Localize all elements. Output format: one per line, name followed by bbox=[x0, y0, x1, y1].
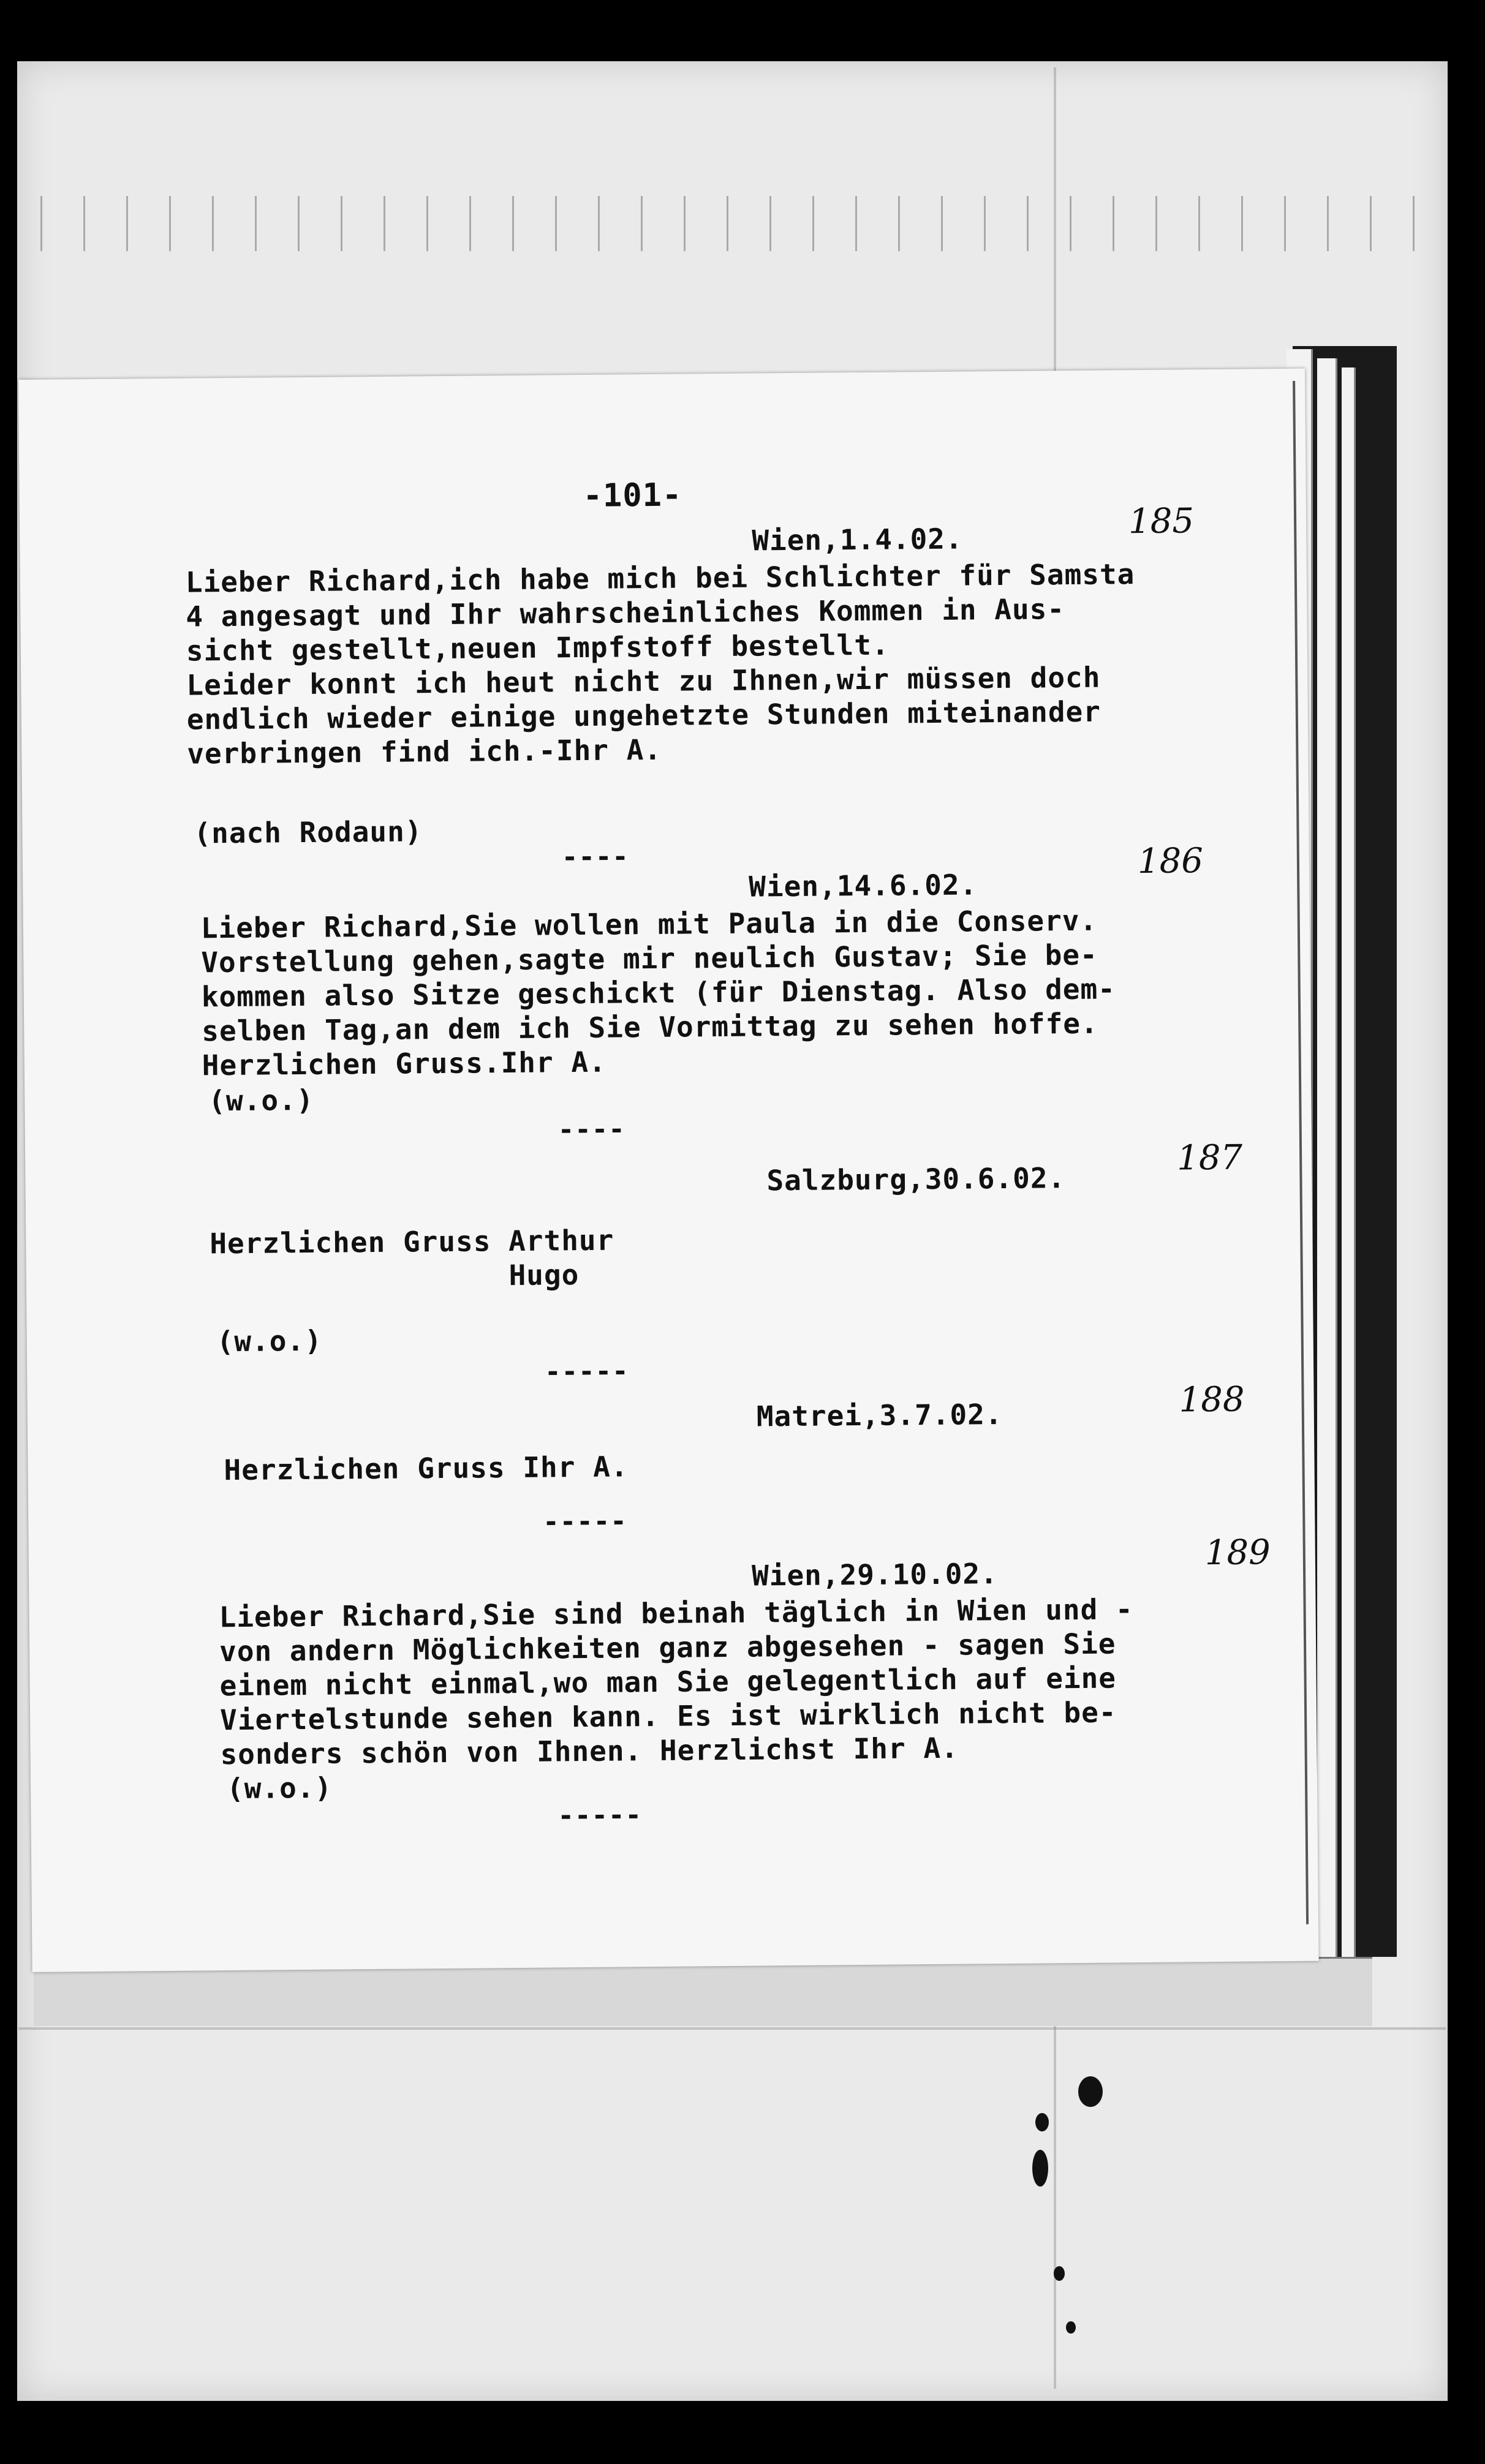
letter-place-date: Wien,1.4.02. bbox=[752, 522, 963, 557]
letter-body-line: endlich wieder einige ungehetzte Stunden miteinander bbox=[186, 695, 1101, 736]
perforation-strip bbox=[17, 196, 1448, 251]
letter-separator: ---- bbox=[557, 1113, 625, 1146]
letter-body-line: Lieber Richard,Sie wollen mit Paula in die Conserv. bbox=[200, 903, 1098, 945]
archive-number: 185 bbox=[1128, 501, 1195, 542]
letter-separator: ----- bbox=[543, 1505, 627, 1538]
letter-place-date: Salzburg,30.6.02. bbox=[766, 1161, 1066, 1197]
letter-body-line: 4 angesagt und Ihr wahrscheinliches Kommen in Aus- bbox=[186, 592, 1065, 633]
letter-body-line: einem nicht einmal,wo man Sie gelegentlich auf eine bbox=[219, 1661, 1117, 1703]
letter-place-date: Matrei,3.7.02. bbox=[756, 1398, 1003, 1433]
page-right-rule bbox=[1293, 381, 1309, 1924]
letter-note: (w.o.) bbox=[216, 1324, 323, 1358]
letter-body-line: sicht gestellt,neuen Impfstoff bestellt. bbox=[186, 628, 890, 668]
letter-body-line: Lieber Richard,Sie sind beinah täglich in Wien und - bbox=[219, 1592, 1133, 1634]
letter-note: (w.o.) bbox=[208, 1083, 314, 1118]
archive-number: 187 bbox=[1176, 1137, 1243, 1178]
ink-stain bbox=[1066, 2321, 1076, 2334]
ink-stain bbox=[1054, 2266, 1065, 2281]
page-stack-edge bbox=[1317, 358, 1337, 1963]
letter-body-line: kommen also Sitze geschickt (für Dienstag. Also dem- bbox=[201, 972, 1116, 1014]
archive-number: 188 bbox=[1179, 1379, 1245, 1420]
archive-number: 189 bbox=[1204, 1532, 1271, 1573]
letter-body-line: von andern Möglichkeiten ganz abgesehen - sagen Sie bbox=[219, 1627, 1116, 1668]
letter-place-date: Wien,29.10.02. bbox=[751, 1557, 999, 1592]
letter-body-line: selben Tag,an dem ich Sie Vormittag zu sehen hoffe. bbox=[202, 1006, 1098, 1048]
letter-body-line: Herzlichen Gruss.Ihr A. bbox=[202, 1045, 606, 1082]
letter-note: (w.o.) bbox=[226, 1771, 333, 1806]
letter-separator: ---- bbox=[561, 841, 630, 873]
typed-page bbox=[18, 369, 1319, 1972]
letter-body-line: Lieber Richard,ich habe mich bei Schlichter für Samsta bbox=[185, 557, 1135, 599]
letter-separator: ----- bbox=[557, 1799, 643, 1832]
letter-place-date: Wien,14.6.02. bbox=[749, 868, 978, 903]
letter-body-line: Herzlichen Gruss Arthur bbox=[210, 1223, 614, 1260]
letter-note: (nach Rodaun) bbox=[194, 815, 423, 850]
letter-body-line: Hugo bbox=[210, 1258, 580, 1295]
letter-body-line: verbringen find ich.-Ihr A. bbox=[187, 733, 662, 770]
ink-stain bbox=[1032, 2150, 1048, 2187]
letter-body-line: Vorstellung gehen,sagte mir neulich Gustav; Sie be- bbox=[201, 938, 1098, 979]
page-number: -101- bbox=[583, 477, 682, 514]
letter-body-line: Leider konnt ich heut nicht zu Ihnen,wir müssen doch bbox=[186, 660, 1101, 702]
horizontal-fold-line bbox=[18, 2027, 1446, 2030]
letter-body-line: sonders schön von Ihnen. Herzlichst Ihr A. bbox=[220, 1731, 959, 1771]
archive-number: 186 bbox=[1137, 841, 1204, 882]
letter-separator: ----- bbox=[544, 1355, 629, 1388]
ink-stain bbox=[1078, 2076, 1103, 2107]
page-stack-edge bbox=[1342, 367, 1356, 1966]
ink-stain bbox=[1035, 2113, 1049, 2131]
letter-body-line: Viertelstunde sehen kann. Es ist wirklich nicht be- bbox=[219, 1695, 1117, 1737]
letter-body-line: Herzlichen Gruss Ihr A. bbox=[224, 1450, 629, 1487]
